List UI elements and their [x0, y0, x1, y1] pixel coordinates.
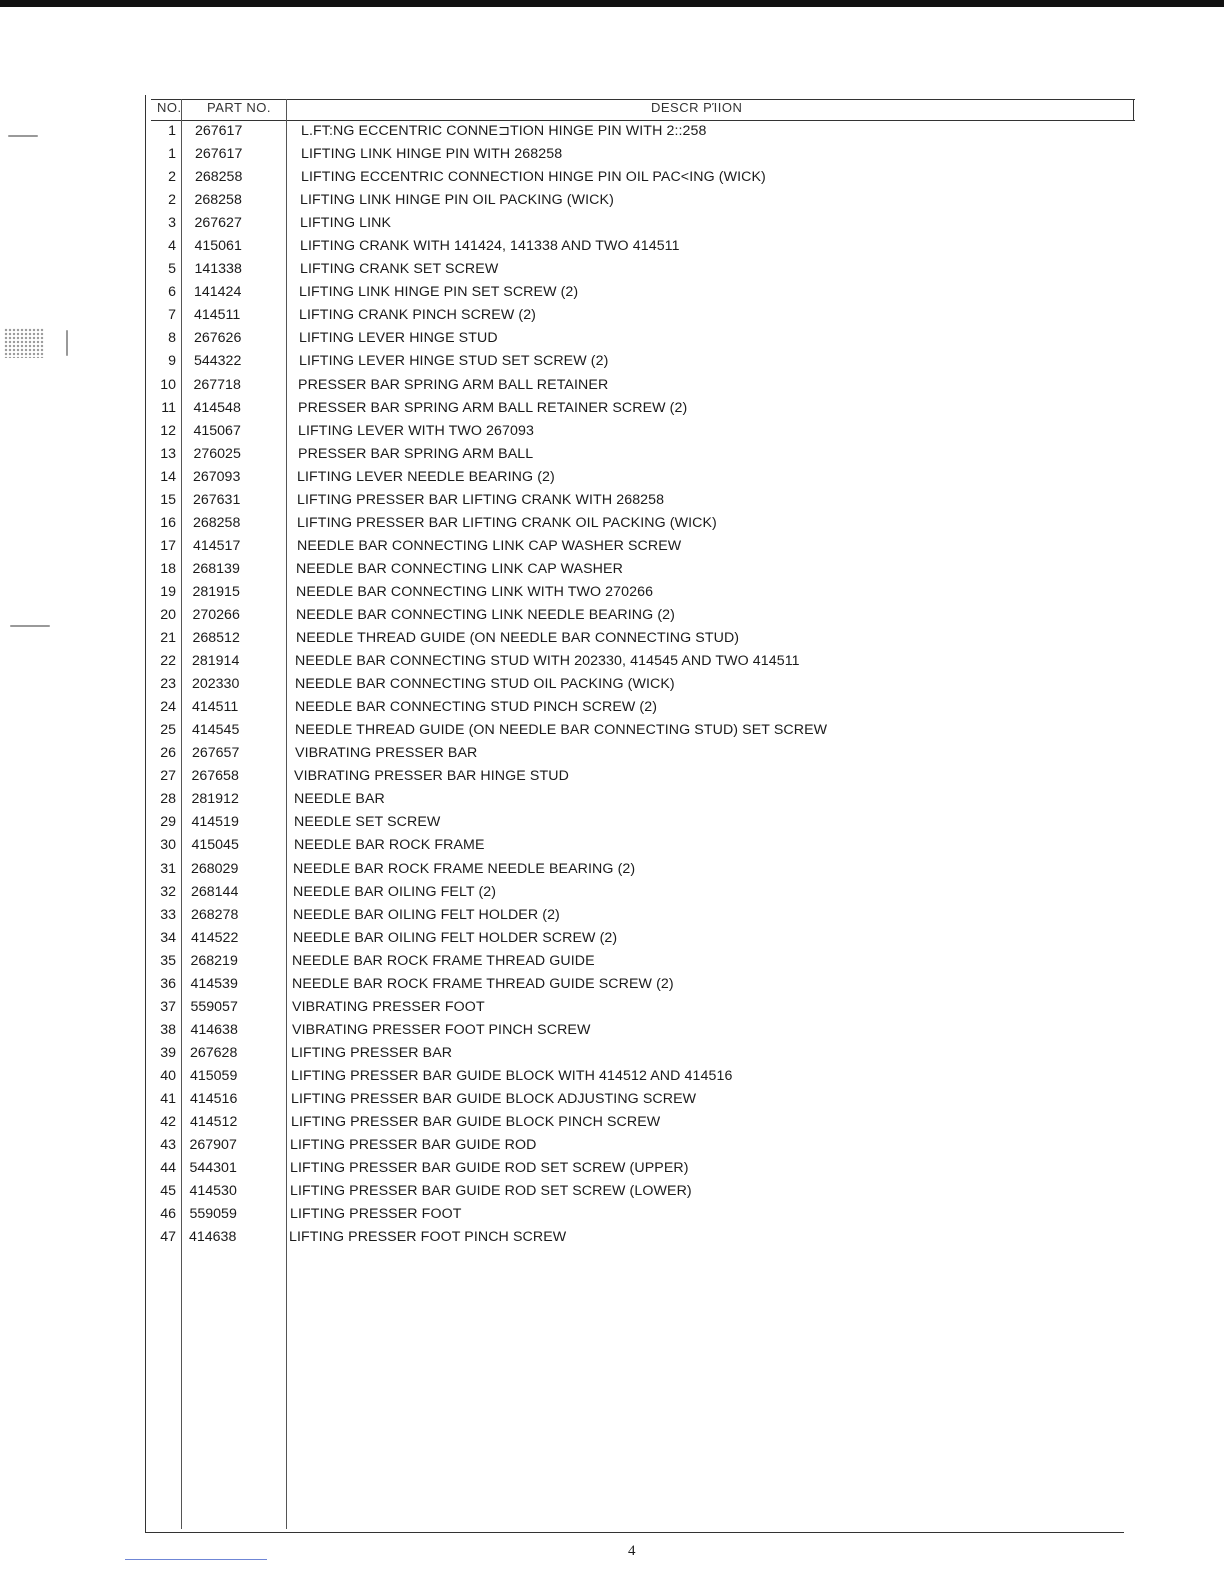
- table-row: [145, 235, 1123, 258]
- table-row: [145, 258, 1123, 281]
- row-number: 35: [160, 952, 176, 969]
- table-row: [145, 973, 1123, 996]
- row-number: 24: [160, 699, 176, 716]
- row-number: 16: [160, 514, 176, 531]
- table-row: [145, 166, 1123, 189]
- table-row: [145, 604, 1123, 627]
- part-number: 414511: [194, 307, 241, 324]
- row-number: 43: [160, 1137, 176, 1154]
- table-row: [145, 327, 1123, 350]
- table-row: [145, 881, 1123, 904]
- table-row: [145, 189, 1123, 212]
- table-row: [145, 673, 1123, 696]
- table-row: [145, 397, 1123, 420]
- page-number: 4: [628, 1543, 636, 1559]
- row-number: 46: [160, 1206, 176, 1223]
- row-number: 45: [160, 1183, 176, 1200]
- table-row: [145, 1180, 1123, 1203]
- table-row: [145, 581, 1123, 604]
- part-description: NEEDLE BAR CONNECTING LINK CAP WASHER SCREW: [297, 537, 682, 554]
- part-number: 267631: [193, 491, 241, 508]
- part-description: NEEDLE BAR ROCK FRAME NEEDLE BEARING (2): [293, 860, 636, 877]
- part-number: 544301: [189, 1160, 237, 1177]
- part-description: PRESSER BAR SPRING ARM BALL RETAINER: [298, 376, 609, 393]
- table-row: [145, 443, 1123, 466]
- part-number: 267626: [194, 330, 242, 347]
- part-description: LIFTING PRESSER BAR GUIDE ROD SET SCREW (UPPER): [290, 1160, 689, 1177]
- part-number: 141424: [194, 284, 242, 301]
- part-number: 414517: [193, 537, 241, 554]
- row-number: 19: [160, 583, 176, 600]
- part-description: NEEDLE BAR OILING FELT (2): [293, 883, 497, 900]
- table-row: [145, 1134, 1123, 1157]
- part-description: LIFTING ECCENTRIC CONNECTION HINGE PIN OIL PAC<ING (WICK): [301, 169, 766, 186]
- part-description: LIFTING LINK: [300, 215, 392, 232]
- part-number: 268029: [191, 860, 239, 877]
- part-number: 141338: [194, 261, 242, 278]
- part-number: 267627: [194, 215, 242, 232]
- part-number: 544322: [194, 353, 242, 370]
- part-number: 268258: [195, 169, 243, 186]
- row-number: 26: [160, 745, 176, 762]
- row-number: 28: [160, 791, 176, 808]
- row-number: 14: [160, 468, 176, 485]
- table-row: [145, 696, 1123, 719]
- table-row: [145, 489, 1123, 512]
- part-number: 281915: [192, 583, 240, 600]
- part-description: VIBRATING PRESSER BAR: [295, 745, 478, 762]
- header-right-edge: [1133, 99, 1134, 121]
- row-number: 23: [160, 676, 176, 693]
- row-number: 5: [168, 261, 176, 278]
- part-description: NEEDLE BAR ROCK FRAME: [294, 837, 485, 854]
- parts-table: [145, 95, 1135, 1532]
- part-description: NEEDLE BAR ROCK FRAME THREAD GUIDE: [292, 952, 595, 969]
- row-number: 8: [168, 330, 176, 347]
- header-no: NO.: [157, 100, 182, 115]
- part-number: 268258: [194, 192, 242, 209]
- part-number: 276025: [193, 445, 241, 462]
- row-number: 25: [160, 722, 176, 739]
- row-number: 34: [160, 929, 176, 946]
- part-description: LIFTING CRANK WITH 141424, 141338 AND TWO 414511: [300, 238, 680, 255]
- table-row: [145, 834, 1123, 857]
- part-description: NEEDLE BAR CONNECTING STUD OIL PACKING (WICK): [295, 676, 675, 693]
- row-number: 39: [160, 1044, 176, 1061]
- part-number: 270266: [192, 606, 240, 623]
- table-row: [145, 350, 1123, 373]
- table-row: [145, 927, 1123, 950]
- row-number: 12: [160, 422, 176, 439]
- table-row: [145, 535, 1123, 558]
- part-number: 414519: [191, 814, 239, 831]
- table-row: [145, 120, 1123, 143]
- table-row: [145, 788, 1123, 811]
- table-row: [145, 858, 1123, 881]
- part-number: 414530: [189, 1183, 237, 1200]
- part-number: 414522: [191, 929, 239, 946]
- part-description: NEEDLE BAR CONNECTING LINK WITH TWO 270266: [296, 583, 654, 600]
- part-number: 414638: [189, 1229, 237, 1246]
- part-description: LIFTING PRESSER BAR GUIDE BLOCK ADJUSTING SCREW: [291, 1090, 697, 1107]
- table-row: [145, 558, 1123, 581]
- part-description: NEEDLE BAR CONNECTING LINK CAP WASHER: [296, 560, 623, 577]
- row-number: 37: [160, 998, 176, 1015]
- part-description: NEEDLE BAR: [294, 791, 385, 808]
- part-description: LIFTING PRESSER BAR GUIDE ROD SET SCREW (LOWER): [290, 1183, 692, 1200]
- part-number: 281914: [192, 653, 240, 670]
- row-number: 9: [168, 353, 176, 370]
- table-row: [145, 765, 1123, 788]
- row-number: 1: [168, 123, 176, 139]
- part-description: NEEDLE THREAD GUIDE (ON NEEDLE BAR CONNECTING STUD): [296, 630, 740, 647]
- table-row: [145, 996, 1123, 1019]
- part-description: VIBRATING PRESSER FOOT PINCH SCREW: [292, 1021, 591, 1038]
- header-top-line: [151, 99, 1135, 100]
- row-number: 33: [160, 906, 176, 923]
- part-number: 414511: [192, 699, 239, 716]
- part-number: 267093: [193, 468, 241, 485]
- row-number: 42: [160, 1114, 176, 1131]
- table-row: [145, 627, 1123, 650]
- part-description: LIFTING PRESSER FOOT PINCH SCREW: [289, 1229, 567, 1246]
- part-number: 267617: [195, 123, 243, 139]
- row-number: 27: [160, 768, 176, 785]
- part-description: L.FT:NG ECCENTRIC CONNE⊐TION HINGE PIN WITH 2::258: [301, 123, 707, 139]
- table-row: [145, 1065, 1123, 1088]
- part-description: LIFTING CRANK SET SCREW: [300, 261, 499, 278]
- part-number: 415045: [191, 837, 239, 854]
- part-number: 414638: [190, 1021, 238, 1038]
- table-row: [145, 1042, 1123, 1065]
- part-description: NEEDLE BAR ROCK FRAME THREAD GUIDE SCREW (2): [292, 975, 674, 992]
- part-description: LIFTING PRESSER BAR LIFTING CRANK WITH 268258: [297, 491, 665, 508]
- table-row: [145, 1203, 1123, 1226]
- table-row: [145, 281, 1123, 304]
- row-number: 21: [160, 630, 176, 647]
- row-number: 38: [160, 1021, 176, 1038]
- part-number: 559057: [190, 998, 238, 1015]
- table-row: [145, 1088, 1123, 1111]
- part-description: NEEDLE BAR CONNECTING STUD WITH 202330, 414545 AND TWO 414511: [295, 653, 800, 670]
- table-row: [145, 1157, 1123, 1180]
- part-number: 267658: [191, 768, 239, 785]
- part-number: 268258: [193, 514, 241, 531]
- row-number: 47: [160, 1229, 176, 1246]
- part-number: 267907: [189, 1137, 237, 1154]
- table-row: [145, 143, 1123, 166]
- row-number: 13: [160, 445, 176, 462]
- table-row: [145, 950, 1123, 973]
- part-number: 267628: [190, 1044, 238, 1061]
- row-number: 22: [160, 653, 176, 670]
- part-number: 414539: [190, 975, 238, 992]
- table-row: [145, 304, 1123, 327]
- part-description: NEEDLE THREAD GUIDE (ON NEEDLE BAR CONNECTING STUD) SET SCREW: [295, 722, 828, 739]
- part-description: LIFTING LEVER WITH TWO 267093: [298, 422, 535, 439]
- footer-rule: [125, 1559, 267, 1560]
- part-number: 267657: [192, 745, 240, 762]
- table-row: [145, 512, 1123, 535]
- table-row: [145, 466, 1123, 489]
- part-description: LIFTING LINK HINGE PIN WITH 268258: [301, 146, 563, 163]
- part-number: 414545: [192, 722, 240, 739]
- table-row: [145, 650, 1123, 673]
- part-number: 281912: [191, 791, 239, 808]
- row-number: 2: [168, 192, 176, 209]
- row-number: 30: [160, 837, 176, 854]
- part-description: NEEDLE BAR CONNECTING LINK NEEDLE BEARING (2): [296, 606, 675, 623]
- row-number: 31: [160, 860, 176, 877]
- part-description: NEEDLE BAR CONNECTING STUD PINCH SCREW (2): [295, 699, 658, 716]
- part-number: 414548: [193, 399, 241, 416]
- part-description: LIFTING PRESSER FOOT: [290, 1206, 462, 1223]
- part-description: LIFTING PRESSER BAR GUIDE BLOCK WITH 414512 AND 414516: [291, 1067, 733, 1084]
- part-description: LIFTING LINK HINGE PIN OIL PACKING (WICK): [300, 192, 614, 209]
- part-description: PRESSER BAR SPRING ARM BALL RETAINER SCREW (2): [298, 399, 688, 416]
- table-row: [145, 811, 1123, 834]
- part-description: VIBRATING PRESSER FOOT: [292, 998, 485, 1015]
- row-number: 18: [160, 560, 176, 577]
- scan-smudge: [4, 328, 44, 358]
- part-number: 268278: [191, 906, 239, 923]
- header-part-no: PART NO.: [207, 100, 271, 115]
- table-row: [145, 742, 1123, 765]
- table-row: [145, 420, 1123, 443]
- part-number: 267718: [193, 376, 241, 393]
- row-number: 15: [160, 491, 176, 508]
- part-number: 202330: [192, 676, 240, 693]
- part-description: VIBRATING PRESSER BAR HINGE STUD: [294, 768, 569, 785]
- row-number: 20: [160, 606, 176, 623]
- row-number: 4: [168, 238, 176, 255]
- table-row: [145, 904, 1123, 927]
- row-number: 10: [160, 376, 176, 393]
- part-description: PRESSER BAR SPRING ARM BALL: [298, 445, 534, 462]
- table-row: [145, 1111, 1123, 1134]
- part-number: 414516: [190, 1090, 238, 1107]
- row-number: 7: [168, 307, 176, 324]
- part-number: 268512: [192, 630, 240, 647]
- part-description: LIFTING LINK HINGE PIN SET SCREW (2): [299, 284, 579, 301]
- part-number: 268219: [190, 952, 238, 969]
- row-number: 2: [168, 169, 176, 186]
- header-description: DESCR ΡΊION: [651, 100, 743, 115]
- part-description: LIFTING PRESSER BAR LIFTING CRANK OIL PACKING (WICK): [297, 514, 717, 531]
- scan-speck: [8, 135, 38, 137]
- row-number: 32: [160, 883, 176, 900]
- part-number: 414512: [190, 1114, 238, 1131]
- part-number: 268144: [191, 883, 239, 900]
- part-description: LIFTING PRESSER BAR GUIDE BLOCK PINCH SCREW: [291, 1114, 661, 1131]
- table-row: [145, 212, 1123, 235]
- part-number: 559059: [189, 1206, 237, 1223]
- table-row: [145, 374, 1123, 397]
- scan-speck: [66, 330, 68, 356]
- row-number: 36: [160, 975, 176, 992]
- table-row: [145, 719, 1123, 742]
- scan-top-edge: [0, 0, 1224, 7]
- row-number: 41: [160, 1090, 176, 1107]
- row-number: 44: [160, 1160, 176, 1177]
- table-row: [145, 1019, 1123, 1042]
- part-description: NEEDLE BAR OILING FELT HOLDER (2): [293, 906, 560, 923]
- part-number: 268139: [192, 560, 240, 577]
- row-number: 6: [168, 284, 176, 301]
- part-description: LIFTING LEVER HINGE STUD SET SCREW (2): [299, 353, 609, 370]
- part-description: LIFTING LEVER HINGE STUD: [299, 330, 498, 347]
- part-number: 267617: [195, 146, 243, 163]
- part-description: LIFTING LEVER NEEDLE BEARING (2): [297, 468, 555, 485]
- table-body: [145, 120, 1123, 1249]
- part-description: LIFTING PRESSER BAR GUIDE ROD: [290, 1137, 537, 1154]
- part-number: 415067: [193, 422, 241, 439]
- part-description: LIFTING PRESSER BAR: [291, 1044, 453, 1061]
- row-number: 11: [161, 399, 176, 416]
- part-description: LIFTING CRANK PINCH SCREW (2): [299, 307, 537, 324]
- part-description: NEEDLE BAR OILING FELT HOLDER SCREW (2): [293, 929, 618, 946]
- row-number: 17: [160, 537, 176, 554]
- row-number: 40: [160, 1067, 176, 1084]
- part-description: NEEDLE SET SCREW: [294, 814, 441, 831]
- part-number: 415061: [194, 238, 242, 255]
- row-number: 29: [160, 814, 176, 831]
- part-number: 415059: [190, 1067, 238, 1084]
- table-row: [145, 1226, 1123, 1249]
- scan-speck: [10, 625, 50, 627]
- row-number: 1: [168, 146, 176, 163]
- row-number: 3: [168, 215, 176, 232]
